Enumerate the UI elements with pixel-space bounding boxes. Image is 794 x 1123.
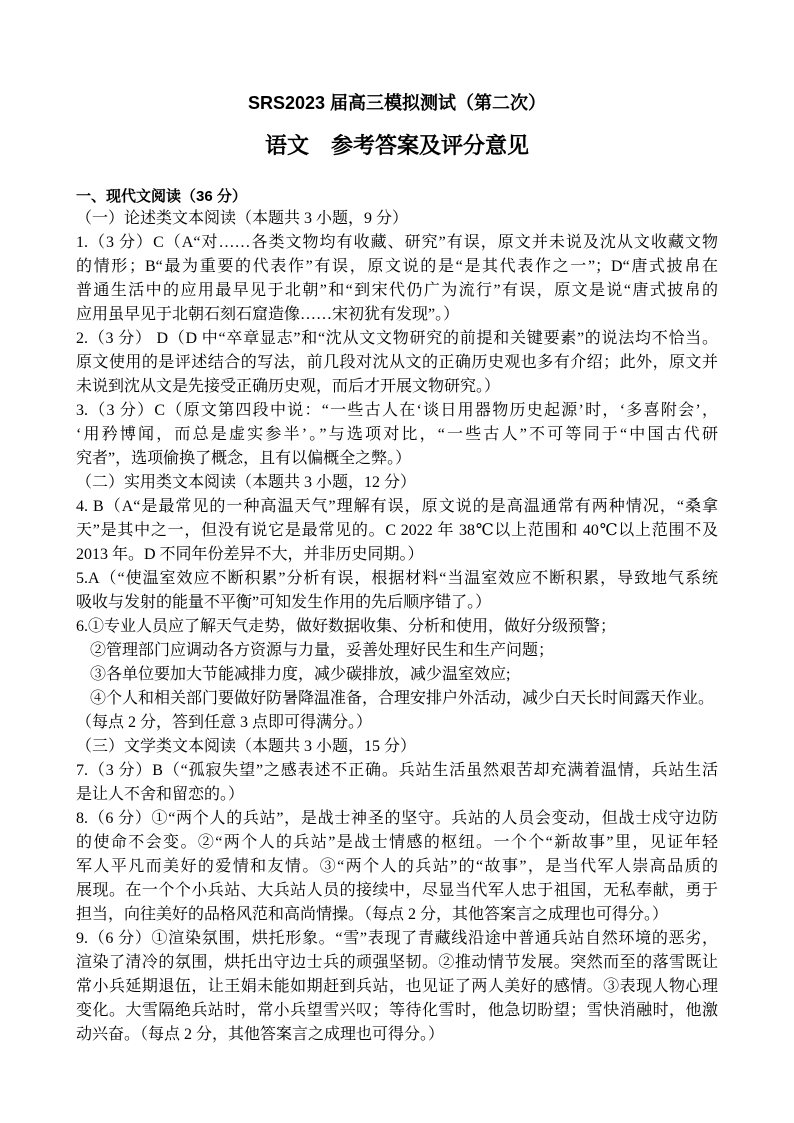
- answer-q9: [76, 927, 718, 1047]
- part-heading-3: （三）文学类文本阅读（本题共 3 小题，15 分）: [76, 738, 417, 755]
- answer-q7: [76, 759, 718, 807]
- answer-line: 1.（3 分）C（A“对……各类文物均有收藏、研究”有误，原文并未说及沈从文收藏文物: [76, 234, 718, 251]
- answer-line: 8.（6 分）①“两个人的兵站”，是战士神圣的坚守。兵站的人员会变动，但战士戍守边防: [76, 810, 718, 827]
- answer-line: 2013 年。D 不同年份差异不大，并非历史同期。）: [76, 546, 424, 563]
- answer-line: 展现。在一个个小兵站、大兵站人员的接续中，尽显当代军人忠于祖国，无私奉献，勇于: [76, 882, 718, 899]
- part-heading-1: （一）论述类文本阅读（本题共 3 小题，9 分）: [76, 210, 409, 227]
- answer-line: 原文使用的是评述结合的写法，前几段对沈从文的正确历史观也多有介绍；此外，原文并: [76, 354, 718, 371]
- answer-line: 应用虽早见于北朝石刻石窟造像……宋初犹有发现”。）: [76, 306, 460, 323]
- answer-q4: [76, 495, 718, 567]
- answer-line: 9.（6 分）①渲染氛围，烘托形象。“雪”表现了青藏线沿途中普通兵站自然环境的恶劣，: [76, 930, 718, 947]
- answer-point: ④个人和相关部门要做好防暑降温准备，合理安排户外活动，减少白天长时间露天作业。: [90, 690, 715, 707]
- answer-line: 3.（3 分）C（原文第四段中说：“一些古人在‘谈日用器物历史起源’时，‘多喜附会’，: [76, 402, 718, 419]
- answer-point: 6.①专业人员应了解天气走势，做好数据收集、分析和使用，做好分级预警；: [76, 618, 617, 635]
- section-body: [76, 207, 718, 1047]
- answer-line: 天”是其中之一，但没有说它是最常见的。C 2022 年 38℃以上范围和 40℃以上范围不及: [76, 522, 718, 539]
- answer-q5: [76, 567, 718, 615]
- answer-line: 常小兵延期退伍，让王娟未能如期赶到兵站，也见证了两人美好的感情。③表现人物心理: [76, 978, 718, 995]
- scoring-note: （每点 2 分，答到任意 3 点即可得满分。）: [76, 714, 373, 731]
- answer-line: 究者”，选项偷换了概念，且有以偏概全之弊。）: [76, 450, 412, 467]
- answer-line: 吸收与发射的能量不平衡”可知发生作用的先后顺序错了。）: [76, 594, 492, 611]
- answer-q3: [76, 399, 718, 471]
- answer-line: 2.（3 分） D（D 中“卒章显志”和“沈从文文物研究的前提和关键要素”的说法均不恰当。: [76, 330, 718, 347]
- section-heading: 一、现代文阅读（36 分）: [76, 188, 247, 205]
- answer-line: 未说到沈从文是先接受正确历史观，而后才开展文物研究。）: [76, 378, 501, 395]
- answer-q2: [76, 327, 718, 399]
- answer-line: 普通生活中的应用最早见于北朝”和“到宋代仍广为流行”有误，原文是说“唐式披帛的: [76, 282, 718, 299]
- answer-line: 的情形；B“最为重要的代表作”有误，原文说的是“是其代表作之一”；D“唐式披帛在: [76, 258, 718, 275]
- answer-q1: [76, 231, 718, 327]
- answer-point: ③各单位要加大节能减排力度，减少碳排放，减少温室效应;: [90, 666, 511, 683]
- answer-line: 动兴奋。（每点 2 分，其他答案言之成理也可得分。）: [76, 1026, 445, 1043]
- answer-point: ②管理部门应调动各方资源与力量，妥善处理好民生和生产问题；: [90, 642, 555, 659]
- answer-line: 渲染了清冷的氛围，烘托出守边士兵的顽强坚韧。②推动情节发展。突然而至的落雪既让: [76, 954, 718, 971]
- answer-line: 7.（3 分）B（“孤寂失望”之感表述不正确。兵站生活虽然艰苦却充满着温情，兵站生活: [76, 762, 718, 779]
- answer-key-subtitle: 语文 参考答案及评分意见: [264, 133, 529, 158]
- answer-q8: [76, 807, 718, 927]
- answer-line: 4. B（A“是最常见的一种高温天气”理解有误，原文说的是高温通常有两种情况，“桑拿: [76, 498, 718, 515]
- answer-line: 军人平凡而美好的爱情和友情。③“两个人的兵站”的“故事”，是当代军人崇高品质的: [76, 858, 718, 875]
- answer-q6: [76, 615, 718, 735]
- answer-line: 5.A（“使温室效应不断积累”分析有误，根据材料“当温室效应不断积累，导致地气系统: [76, 570, 718, 587]
- answer-line: 是让人不舍和留恋的。）: [76, 786, 245, 803]
- answer-line: 的使命不会变。②“两个人的兵站”是战士情感的枢纽。一个个“新故事”里，见证年轻: [76, 834, 718, 851]
- answer-line: ‘用矜博闻，而总是虚实参半’。”与选项对比，“一些古人”不可等同于“中国古代研: [76, 426, 718, 443]
- answer-line: 担当，向往美好的品格风范和高尚情操。（每点 2 分，其他答案言之成理也可得分。）: [76, 906, 669, 923]
- answer-line: 变化。大雪隔绝兵站时，常小兵望雪兴叹；等待化雪时，他急切盼望；雪快消融时，他激: [76, 1002, 718, 1019]
- exam-title: SRS2023 届高三模拟测试（第二次）: [247, 93, 547, 113]
- part-heading-2: （二）实用类文本阅读（本题共 3 小题，12 分）: [76, 474, 417, 491]
